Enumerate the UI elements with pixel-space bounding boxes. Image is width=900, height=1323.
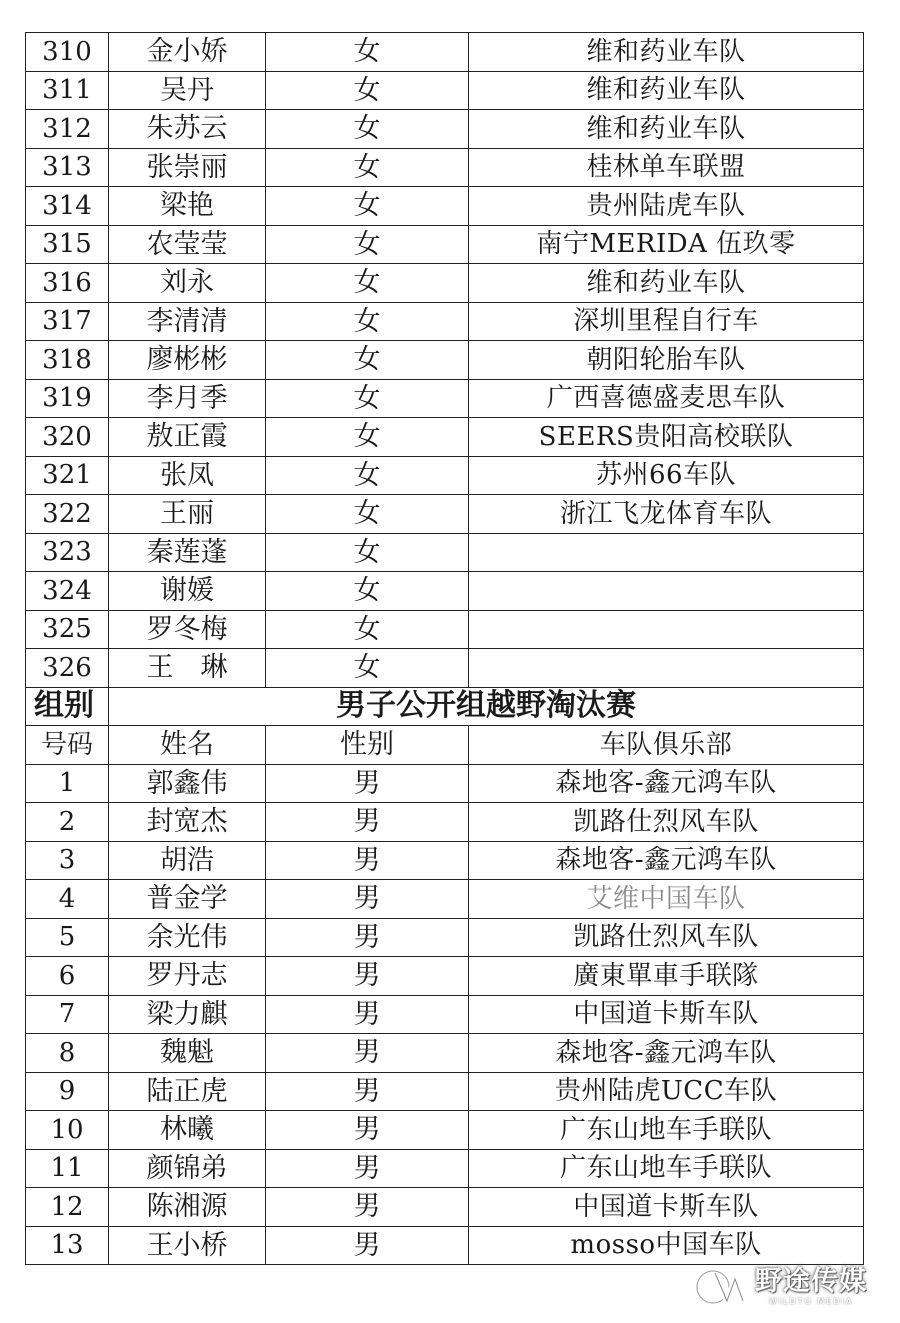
- rider-name: 普金学: [109, 880, 266, 919]
- rider-name: 农莹莹: [109, 225, 266, 264]
- rider-team: [469, 533, 864, 572]
- rider-gender: 男: [266, 1188, 469, 1227]
- rider-team: 森地客-鑫元鸿车队: [469, 1034, 864, 1073]
- rider-team: 深圳里程自行车: [469, 302, 864, 341]
- rider-gender: 女: [266, 418, 469, 457]
- table-row: [26, 1072, 864, 1111]
- rider-gender: 女: [266, 264, 469, 303]
- rider-gender: 女: [266, 187, 469, 226]
- table-row: [26, 533, 864, 572]
- rider-name: 张凤: [109, 456, 266, 495]
- rider-gender: 女: [266, 148, 469, 187]
- rider-team: SEERS贵阳高校联队: [469, 418, 864, 457]
- bib-number: 12: [26, 1188, 109, 1227]
- header-name: 姓名: [109, 726, 266, 765]
- rider-team: 森地客-鑫元鸿车队: [469, 841, 864, 880]
- bib-number: 11: [26, 1149, 109, 1188]
- rider-team: mosso中国车队: [469, 1226, 864, 1265]
- bib-number: 314: [26, 187, 109, 226]
- table-row: [26, 1111, 864, 1150]
- rider-gender: 男: [266, 957, 469, 996]
- table-row: [26, 456, 864, 495]
- watermark-subtitle: WILDTO MEDIA: [768, 1297, 854, 1306]
- rider-gender: 女: [266, 572, 469, 611]
- rider-gender: 女: [266, 649, 469, 688]
- bib-number: 2: [26, 803, 109, 842]
- bib-number: 315: [26, 225, 109, 264]
- column-header-row: [26, 726, 864, 765]
- rider-gender: 女: [266, 533, 469, 572]
- rider-team: 朝阳轮胎车队: [469, 341, 864, 380]
- bib-number: 13: [26, 1226, 109, 1265]
- rider-team: 凯路仕烈风车队: [469, 918, 864, 957]
- rider-gender: 女: [266, 225, 469, 264]
- rider-gender: 男: [266, 995, 469, 1034]
- rider-name: 王丽: [109, 495, 266, 534]
- table-row: [26, 1226, 864, 1265]
- table-row: [26, 148, 864, 187]
- bib-number: 324: [26, 572, 109, 611]
- rider-name: 谢媛: [109, 572, 266, 611]
- header-team: 车队俱乐部: [469, 726, 864, 765]
- rider-team: 南宁MERIDA 伍玖零: [469, 225, 864, 264]
- bib-number: 320: [26, 418, 109, 457]
- watermark: [693, 1262, 889, 1312]
- rider-team: [469, 572, 864, 611]
- bib-number: 10: [26, 1111, 109, 1150]
- rider-team: 森地客-鑫元鸿车队: [469, 764, 864, 803]
- rider-team: 维和药业车队: [469, 33, 864, 72]
- rider-name: 朱苏云: [109, 110, 266, 149]
- table-row: [26, 225, 864, 264]
- rider-gender: 男: [266, 1111, 469, 1150]
- rider-team: [469, 610, 864, 649]
- rider-name: 李清清: [109, 302, 266, 341]
- rider-team: 艾维中国车队: [469, 880, 864, 919]
- rider-name: 张崇丽: [109, 148, 266, 187]
- table-row: [26, 418, 864, 457]
- table-row: [26, 841, 864, 880]
- rider-team: 广东山地车手联队: [469, 1149, 864, 1188]
- rider-gender: 男: [266, 764, 469, 803]
- table-row: [26, 264, 864, 303]
- bib-number: 7: [26, 995, 109, 1034]
- table-row: [26, 187, 864, 226]
- bib-number: 9: [26, 1072, 109, 1111]
- upper-roster-body: [26, 33, 864, 1265]
- rider-name: 梁力麒: [109, 995, 266, 1034]
- bib-number: 6: [26, 957, 109, 996]
- table-row: [26, 379, 864, 418]
- rider-team: 桂林单车联盟: [469, 148, 864, 187]
- bib-number: 319: [26, 379, 109, 418]
- rider-name: 敖正霞: [109, 418, 266, 457]
- rider-name: 李月季: [109, 379, 266, 418]
- table-row: [26, 764, 864, 803]
- table-row: [26, 110, 864, 149]
- rider-name: 吴丹: [109, 71, 266, 110]
- header-gender: 性别: [266, 726, 469, 765]
- roster-table: [25, 32, 864, 1265]
- rider-gender: 男: [266, 918, 469, 957]
- rider-team: 维和药业车队: [469, 264, 864, 303]
- bib-number: 312: [26, 110, 109, 149]
- rider-name: 林曦: [109, 1111, 266, 1150]
- table-row: [26, 302, 864, 341]
- bib-number: 318: [26, 341, 109, 380]
- table-row: [26, 71, 864, 110]
- bib-number: 323: [26, 533, 109, 572]
- rider-gender: 女: [266, 610, 469, 649]
- table-row: [26, 495, 864, 534]
- table-row: [26, 995, 864, 1034]
- table-row: [26, 803, 864, 842]
- rider-name: 王 琳: [109, 649, 266, 688]
- bib-number: 1: [26, 764, 109, 803]
- bib-number: 316: [26, 264, 109, 303]
- rider-name: 梁艳: [109, 187, 266, 226]
- table-row: [26, 918, 864, 957]
- rider-team: 苏州66车队: [469, 456, 864, 495]
- rider-team: 廣東單車手联隊: [469, 957, 864, 996]
- rider-team: 中国道卡斯车队: [469, 1188, 864, 1227]
- rider-gender: 男: [266, 1226, 469, 1265]
- rider-name: 王小桥: [109, 1226, 266, 1265]
- rider-team: 维和药业车队: [469, 110, 864, 149]
- watermark-logo-icon: [693, 1265, 751, 1309]
- table-row: [26, 1188, 864, 1227]
- bib-number: 5: [26, 918, 109, 957]
- rider-gender: 女: [266, 456, 469, 495]
- rider-gender: 男: [266, 1072, 469, 1111]
- rider-name: 刘永: [109, 264, 266, 303]
- rider-name: 颜锦弟: [109, 1149, 266, 1188]
- rider-gender: 女: [266, 302, 469, 341]
- bib-number: 310: [26, 33, 109, 72]
- rider-team: 贵州陆虎UCC车队: [469, 1072, 864, 1111]
- bib-number: 317: [26, 302, 109, 341]
- rider-gender: 女: [266, 33, 469, 72]
- rider-name: 金小娇: [109, 33, 266, 72]
- rider-name: 罗丹志: [109, 957, 266, 996]
- bib-number: 321: [26, 456, 109, 495]
- group-label: 组别: [26, 687, 109, 726]
- group-title: 男子公开组越野淘汰赛: [109, 687, 864, 726]
- rider-team: 中国道卡斯车队: [469, 995, 864, 1034]
- rider-name: 郭鑫伟: [109, 764, 266, 803]
- table-row: [26, 957, 864, 996]
- rider-name: 封宽杰: [109, 803, 266, 842]
- rider-name: 秦莲蓬: [109, 533, 266, 572]
- rider-gender: 男: [266, 803, 469, 842]
- rider-team: 广西喜德盛麦思车队: [469, 379, 864, 418]
- rider-gender: 女: [266, 71, 469, 110]
- rider-team: 浙江飞龙体育车队: [469, 495, 864, 534]
- bib-number: 325: [26, 610, 109, 649]
- rider-gender: 男: [266, 841, 469, 880]
- rider-gender: 女: [266, 341, 469, 380]
- table-row: [26, 880, 864, 919]
- bib-number: 311: [26, 71, 109, 110]
- bib-number: 322: [26, 495, 109, 534]
- section-header-row: [26, 687, 864, 726]
- rider-team: 凯路仕烈风车队: [469, 803, 864, 842]
- rider-name: 罗冬梅: [109, 610, 266, 649]
- table-row: [26, 33, 864, 72]
- table-row: [26, 572, 864, 611]
- rider-gender: 女: [266, 379, 469, 418]
- rider-name: 陈湘源: [109, 1188, 266, 1227]
- header-number: 号码: [26, 726, 109, 765]
- bib-number: 8: [26, 1034, 109, 1073]
- rider-name: 陆正虎: [109, 1072, 266, 1111]
- table-row: [26, 610, 864, 649]
- rider-team: [469, 649, 864, 688]
- rider-name: 胡浩: [109, 841, 266, 880]
- rider-gender: 男: [266, 880, 469, 919]
- table-row: [26, 1034, 864, 1073]
- rider-gender: 男: [266, 1034, 469, 1073]
- table-row: [26, 341, 864, 380]
- table-row: [26, 1149, 864, 1188]
- rider-team: 贵州陆虎车队: [469, 187, 864, 226]
- bib-number: 3: [26, 841, 109, 880]
- bib-number: 326: [26, 649, 109, 688]
- rider-team: 广东山地车手联队: [469, 1111, 864, 1150]
- bib-number: 4: [26, 880, 109, 919]
- rider-team: 维和药业车队: [469, 71, 864, 110]
- rider-gender: 女: [266, 495, 469, 534]
- rider-gender: 男: [266, 1149, 469, 1188]
- watermark-title: 野途传媒: [755, 1266, 867, 1297]
- table-row: [26, 649, 864, 688]
- rider-name: 余光伟: [109, 918, 266, 957]
- rider-name: 魏魁: [109, 1034, 266, 1073]
- watermark-text: [755, 1268, 867, 1306]
- rider-name: 廖彬彬: [109, 341, 266, 380]
- rider-gender: 女: [266, 110, 469, 149]
- bib-number: 313: [26, 148, 109, 187]
